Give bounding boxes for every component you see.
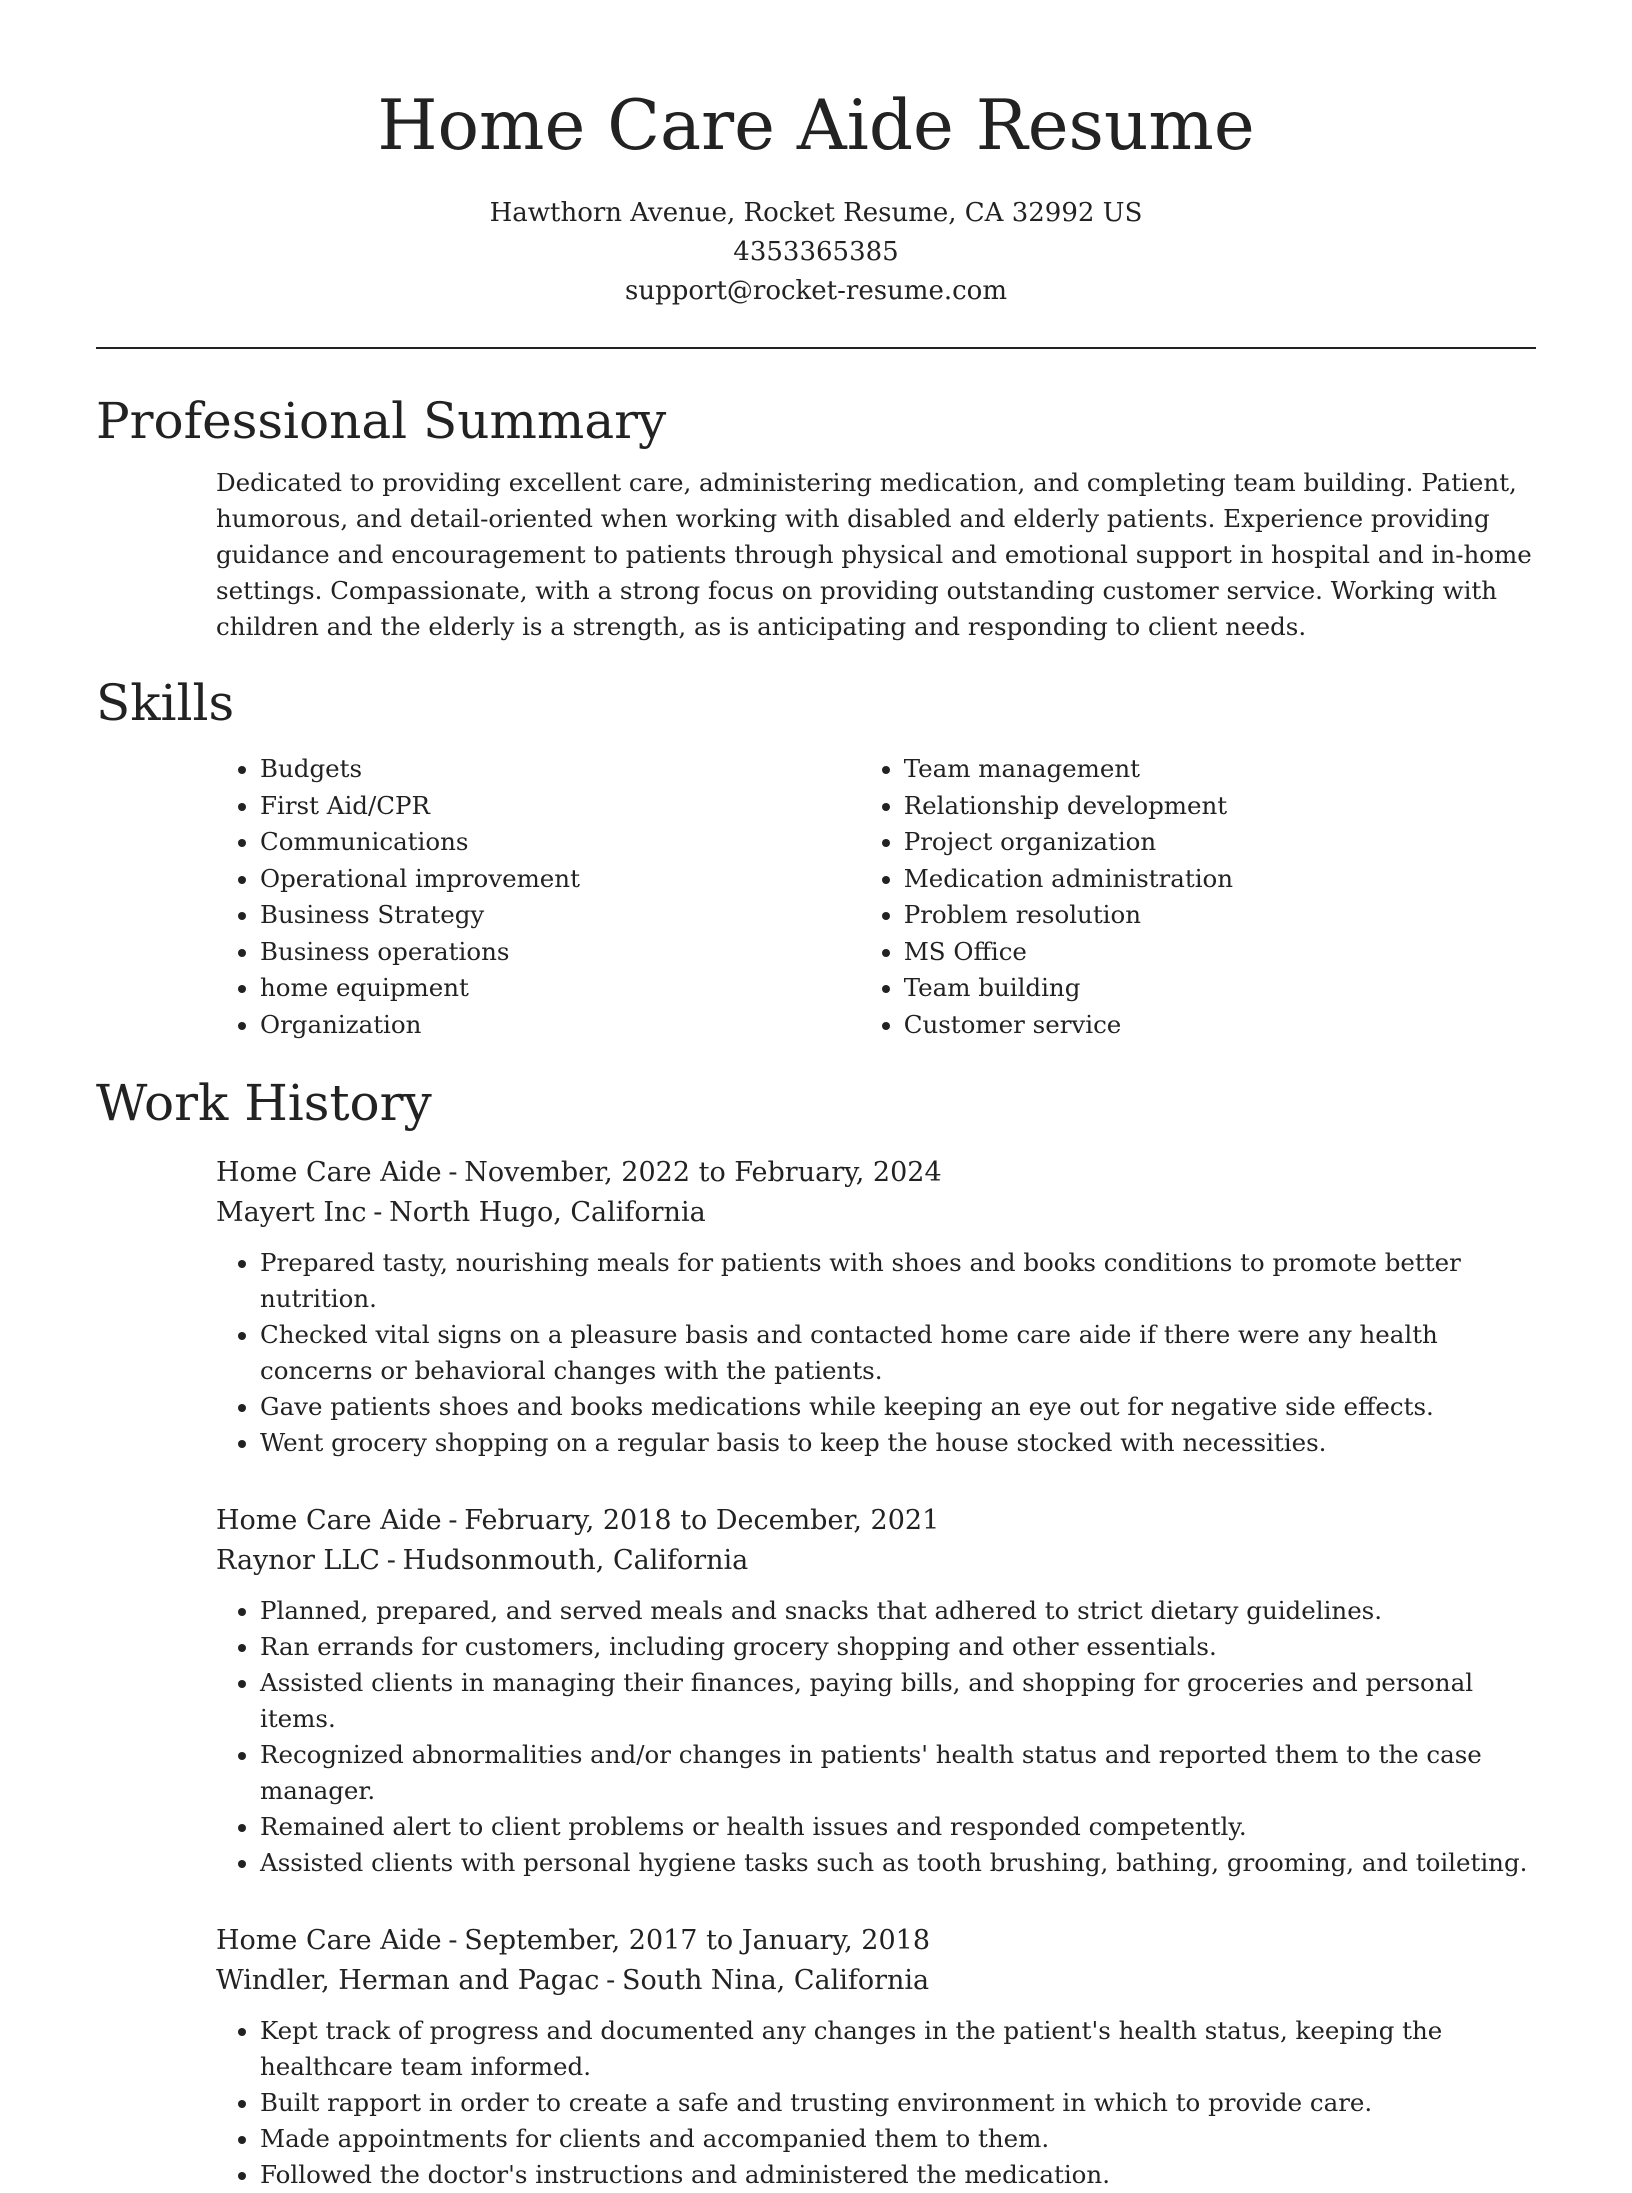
job-company: Raynor LLC xyxy=(216,1545,380,1576)
job-position: Home Care Aide xyxy=(216,1505,442,1536)
skill-item: • Relationship development xyxy=(904,788,1536,825)
job-location: Hudsonmouth, California xyxy=(402,1545,749,1576)
skill-item: • home equipment xyxy=(260,970,860,1007)
job-position: Home Care Aide xyxy=(216,1157,442,1188)
job-dates: February, 2018 to December, 2021 xyxy=(464,1505,940,1536)
separator: - xyxy=(448,1505,458,1536)
job-company-line xyxy=(216,1541,1536,1581)
summary-heading: Professional Summary xyxy=(96,392,667,450)
job-duty: • Built rapport in order to create a safe and trusting environment in which to provide care. xyxy=(260,2085,1550,2121)
resume-title: Home Care Aide Resume xyxy=(377,86,1255,166)
skill-item: • Operational improvement xyxy=(260,861,860,898)
skill-item: • Customer service xyxy=(904,1007,1536,1044)
job-duty: • Assisted clients with personal hygiene tasks such as tooth brushing, bathing, grooming, and toileting. xyxy=(260,1845,1550,1881)
job-company: Mayert Inc xyxy=(216,1197,367,1228)
skill-item: • Business operations xyxy=(260,934,860,971)
separator: - xyxy=(606,1965,616,1996)
skills-heading: Skills xyxy=(96,674,235,732)
skill-item: • Organization xyxy=(260,1007,860,1044)
job-duty: • Checked vital signs on a pleasure basis and contacted home care aide if there were any health concerns or behavioral changes with the patients. xyxy=(260,1317,1550,1389)
separator: - xyxy=(373,1197,383,1228)
skills-list xyxy=(216,751,1536,1043)
job-company-line xyxy=(216,1961,1536,2001)
job-location: South Nina, California xyxy=(621,1965,930,1996)
resume-header xyxy=(96,0,1536,311)
skill-item: • Communications xyxy=(260,824,860,861)
job-title-line xyxy=(216,1921,1536,1961)
job-location: North Hugo, California xyxy=(389,1197,706,1228)
skill-item: • Team management xyxy=(904,751,1536,788)
summary-text: Dedicated to providing excellent care, administering medication, and completing team building. Patient, humorous, and detail-oriented when working with disabled and elderly patients. Experience providing guidance and encouragement to patients through physical and emotional support in hospital and in-home settings. Compassionate, with a strong focus on providing outstanding customer service. Working with children and the elderly is a strength, as is anticipating and responding to client needs. xyxy=(216,468,1532,641)
resume-page xyxy=(96,0,1536,2193)
skills-column-right xyxy=(860,751,1536,1043)
job-duty: • Ran errands for customers, including grocery shopping and other essentials. xyxy=(260,1629,1550,1665)
separator: - xyxy=(386,1545,396,1576)
job-title-line xyxy=(216,1501,1536,1541)
skill-item: • Project organization xyxy=(904,824,1536,861)
separator: - xyxy=(448,1157,458,1188)
job-company-line xyxy=(216,1193,1536,1233)
skill-item: • Problem resolution xyxy=(904,897,1536,934)
job-duty: • Gave patients shoes and books medications while keeping an eye out for negative side effects. xyxy=(260,1389,1550,1425)
skills-column-left xyxy=(216,751,860,1043)
job-duties xyxy=(216,1245,1550,1461)
skill-item: • Business Strategy xyxy=(260,897,860,934)
job-entry xyxy=(216,1153,1536,1461)
separator: - xyxy=(448,1925,458,1956)
skill-item: • MS Office xyxy=(904,934,1536,971)
header-divider xyxy=(96,347,1536,349)
job-duty: • Remained alert to client problems or health issues and responded competently. xyxy=(260,1809,1550,1845)
job-duties xyxy=(216,1593,1550,1881)
job-duty: • Planned, prepared, and served meals and snacks that adhered to strict dietary guidelines. xyxy=(260,1593,1550,1629)
contact-address: Hawthorn Avenue, Rocket Resume, CA 32992 US xyxy=(489,198,1143,228)
contact-phone: 4353365385 xyxy=(733,237,899,267)
skill-item: • Medication administration xyxy=(904,861,1536,898)
skill-item: • Budgets xyxy=(260,751,860,788)
skill-item: • First Aid/CPR xyxy=(260,788,860,825)
job-company: Windler, Herman and Pagac xyxy=(216,1965,600,1996)
skill-item: • Team building xyxy=(904,970,1536,1007)
job-duty: • Kept track of progress and documented any changes in the patient's health status, keeping the healthcare team informed. xyxy=(260,2013,1550,2085)
job-duty: • Made appointments for clients and accompanied them to them. xyxy=(260,2121,1550,2157)
job-position: Home Care Aide xyxy=(216,1925,442,1956)
job-duty: • Recognized abnormalities and/or changes in patients' health status and reported them to the case manager. xyxy=(260,1737,1550,1809)
job-duties xyxy=(216,2013,1550,2193)
job-dates: September, 2017 to January, 2018 xyxy=(464,1925,931,1956)
contact-info xyxy=(96,194,1536,311)
job-duty: • Went grocery shopping on a regular basis to keep the house stocked with necessities. xyxy=(260,1425,1550,1461)
contact-email: support@rocket-resume.com xyxy=(624,276,1007,306)
job-entry xyxy=(216,1501,1536,1881)
work-history-heading: Work History xyxy=(96,1074,432,1132)
job-duty: • Assisted clients in managing their finances, paying bills, and shopping for groceries and personal items. xyxy=(260,1665,1550,1737)
job-duty: • Prepared tasty, nourishing meals for patients with shoes and books conditions to promote better nutrition. xyxy=(260,1245,1550,1317)
job-dates: November, 2022 to February, 2024 xyxy=(464,1157,942,1188)
job-title-line xyxy=(216,1153,1536,1193)
job-duty: • Followed the doctor's instructions and administered the medication. xyxy=(260,2157,1550,2193)
job-entry xyxy=(216,1921,1536,2193)
